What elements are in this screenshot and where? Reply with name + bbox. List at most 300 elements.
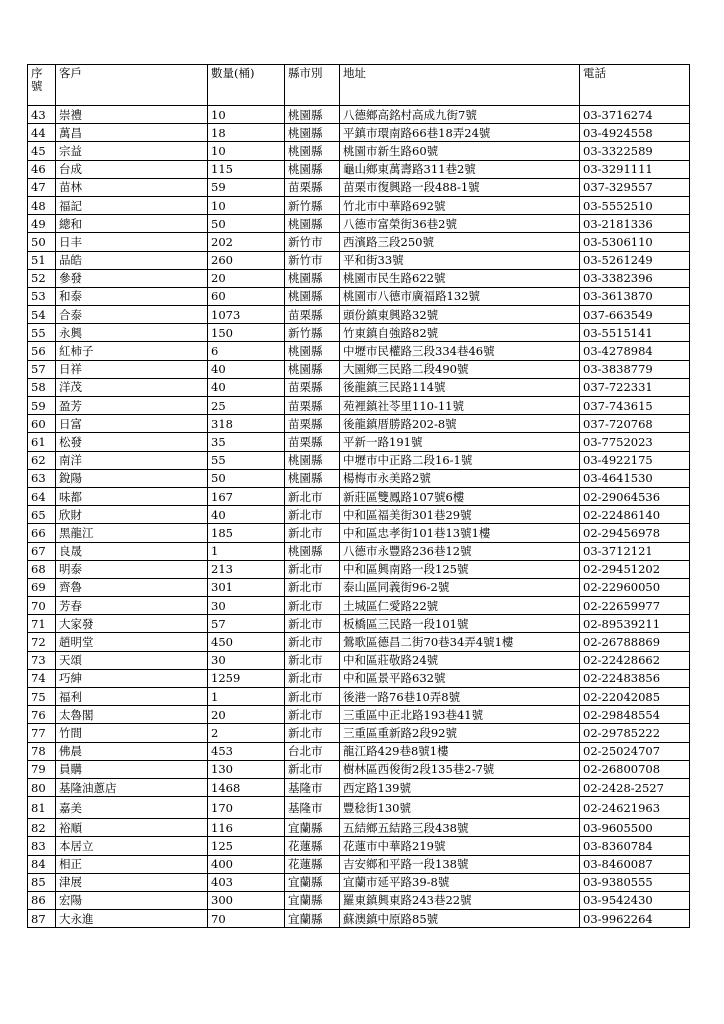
table-row	[28, 855, 690, 873]
cell-address: 楊梅市永美路2號	[340, 469, 580, 487]
cell-seq: 59	[28, 397, 56, 415]
cell-seq: 71	[28, 615, 56, 633]
cell-quantity: 30	[208, 597, 285, 615]
table-row	[28, 160, 690, 178]
cell-county: 新北市	[285, 706, 340, 724]
cell-phone: 02-29848554	[580, 706, 690, 724]
table-row	[28, 178, 690, 196]
cell-county: 新北市	[285, 633, 340, 651]
cell-phone: 02-22042085	[580, 688, 690, 706]
cell-county: 花蓮縣	[285, 837, 340, 855]
cell-quantity: 20	[208, 706, 285, 724]
cell-customer: 基隆油蔥店	[56, 778, 208, 796]
table-row	[28, 910, 690, 928]
cell-customer: 盈芳	[56, 397, 208, 415]
cell-customer: 福利	[56, 688, 208, 706]
cell-address: 八德市永豐路236巷12號	[340, 542, 580, 560]
cell-address: 土城區仁愛路22號	[340, 597, 580, 615]
table-row	[28, 487, 690, 505]
cell-seq: 80	[28, 778, 56, 796]
cell-quantity: 301	[208, 578, 285, 596]
header-address: 地址	[340, 65, 580, 106]
cell-county: 新北市	[285, 597, 340, 615]
table-row	[28, 724, 690, 742]
table-row	[28, 615, 690, 633]
cell-address: 龍江路429巷8號1樓	[340, 742, 580, 760]
cell-seq: 73	[28, 651, 56, 669]
cell-customer: 明泰	[56, 560, 208, 578]
cell-seq: 61	[28, 433, 56, 451]
cell-phone: 02-22428662	[580, 651, 690, 669]
cell-county: 新北市	[285, 651, 340, 669]
cell-county: 苗栗縣	[285, 306, 340, 324]
cell-county: 新北市	[285, 615, 340, 633]
cell-quantity: 300	[208, 891, 285, 909]
table-row	[28, 106, 690, 124]
cell-quantity: 60	[208, 287, 285, 305]
cell-customer: 太魯閣	[56, 706, 208, 724]
cell-county: 苗栗縣	[285, 178, 340, 196]
cell-customer: 紅柿子	[56, 342, 208, 360]
cell-address: 中壢市中正路二段16-1號	[340, 451, 580, 469]
cell-county: 宜蘭縣	[285, 891, 340, 909]
cell-phone: 037-743615	[580, 397, 690, 415]
cell-seq: 75	[28, 688, 56, 706]
cell-address: 中和區景平路632號	[340, 669, 580, 687]
cell-address: 桃園市八德市廣福路132號	[340, 287, 580, 305]
cell-county: 桃園縣	[285, 542, 340, 560]
cell-county: 新北市	[285, 524, 340, 542]
cell-phone: 03-3613870	[580, 287, 690, 305]
table-row	[28, 342, 690, 360]
cell-quantity: 59	[208, 178, 285, 196]
cell-seq: 67	[28, 542, 56, 560]
cell-county: 基隆市	[285, 778, 340, 796]
table-row	[28, 397, 690, 415]
customer-table	[27, 64, 690, 928]
cell-phone: 02-22659977	[580, 597, 690, 615]
cell-phone: 02-2428-2527	[580, 778, 690, 796]
cell-county: 桃園縣	[285, 215, 340, 233]
cell-customer: 嘉美	[56, 797, 208, 819]
cell-customer: 宏陽	[56, 891, 208, 909]
cell-county: 桃園縣	[285, 106, 340, 124]
cell-address: 中和區福美街301巷29號	[340, 506, 580, 524]
cell-county: 桃園縣	[285, 160, 340, 178]
cell-county: 新北市	[285, 724, 340, 742]
cell-phone: 03-3716274	[580, 106, 690, 124]
table-row	[28, 819, 690, 837]
table-row	[28, 524, 690, 542]
table-row	[28, 891, 690, 909]
cell-seq: 66	[28, 524, 56, 542]
cell-seq: 45	[28, 142, 56, 160]
cell-address: 板橋區三民路一段101號	[340, 615, 580, 633]
cell-phone: 03-7752023	[580, 433, 690, 451]
table-row	[28, 706, 690, 724]
cell-address: 苗栗市復興路一段488-1號	[340, 178, 580, 196]
cell-quantity: 40	[208, 506, 285, 524]
cell-quantity: 318	[208, 415, 285, 433]
cell-customer: 津展	[56, 873, 208, 891]
table-row	[28, 542, 690, 560]
cell-quantity: 10	[208, 106, 285, 124]
cell-customer: 佛晨	[56, 742, 208, 760]
cell-county: 桃園縣	[285, 360, 340, 378]
table-row	[28, 324, 690, 342]
cell-county: 苗栗縣	[285, 415, 340, 433]
cell-phone: 02-22483856	[580, 669, 690, 687]
cell-seq: 76	[28, 706, 56, 724]
cell-seq: 56	[28, 342, 56, 360]
cell-seq: 46	[28, 160, 56, 178]
cell-quantity: 10	[208, 196, 285, 214]
cell-customer: 福記	[56, 196, 208, 214]
cell-phone: 03-2181336	[580, 215, 690, 233]
cell-seq: 77	[28, 724, 56, 742]
cell-address: 後龍鎮厝勝路202-8號	[340, 415, 580, 433]
cell-address: 後龍鎮三民路114號	[340, 378, 580, 396]
cell-seq: 50	[28, 233, 56, 251]
cell-seq: 49	[28, 215, 56, 233]
cell-customer: 苗林	[56, 178, 208, 196]
cell-county: 宜蘭縣	[285, 819, 340, 837]
cell-quantity: 55	[208, 451, 285, 469]
cell-seq: 81	[28, 797, 56, 819]
cell-address: 平新一路191號	[340, 433, 580, 451]
cell-county: 桃園縣	[285, 287, 340, 305]
cell-address: 花蓮市中華路219號	[340, 837, 580, 855]
cell-customer: 萬昌	[56, 124, 208, 142]
cell-county: 桃園縣	[285, 451, 340, 469]
cell-seq: 65	[28, 506, 56, 524]
cell-county: 新北市	[285, 760, 340, 778]
table-header-row	[28, 65, 690, 106]
cell-quantity: 40	[208, 378, 285, 396]
cell-address: 中和區忠孝街101巷13號1樓	[340, 524, 580, 542]
cell-phone: 03-5552510	[580, 196, 690, 214]
cell-seq: 54	[28, 306, 56, 324]
header-phone: 電話	[580, 65, 690, 106]
cell-seq: 86	[28, 891, 56, 909]
cell-address: 鶯歌區德昌二街70巷34弄4號1樓	[340, 633, 580, 651]
cell-quantity: 10	[208, 142, 285, 160]
cell-customer: 品皓	[56, 251, 208, 269]
table-row	[28, 837, 690, 855]
table-row	[28, 269, 690, 287]
cell-phone: 03-3322589	[580, 142, 690, 160]
cell-phone: 03-8460087	[580, 855, 690, 873]
cell-phone: 037-720768	[580, 415, 690, 433]
cell-phone: 03-5261249	[580, 251, 690, 269]
cell-quantity: 1	[208, 542, 285, 560]
cell-address: 羅東鎮興東路243巷22號	[340, 891, 580, 909]
cell-quantity: 1	[208, 688, 285, 706]
cell-customer: 台成	[56, 160, 208, 178]
cell-customer: 南洋	[56, 451, 208, 469]
cell-customer: 員購	[56, 760, 208, 778]
cell-phone: 02-29456978	[580, 524, 690, 542]
cell-quantity: 150	[208, 324, 285, 342]
table-row	[28, 378, 690, 396]
cell-customer: 相正	[56, 855, 208, 873]
cell-seq: 70	[28, 597, 56, 615]
cell-address: 平和街33號	[340, 251, 580, 269]
cell-seq: 84	[28, 855, 56, 873]
cell-quantity: 25	[208, 397, 285, 415]
cell-quantity: 400	[208, 855, 285, 873]
table-row	[28, 669, 690, 687]
cell-county: 新北市	[285, 506, 340, 524]
cell-customer: 合泰	[56, 306, 208, 324]
cell-quantity: 202	[208, 233, 285, 251]
table-row	[28, 306, 690, 324]
cell-customer: 松發	[56, 433, 208, 451]
table-row	[28, 433, 690, 451]
cell-seq: 69	[28, 578, 56, 596]
cell-address: 泰山區同義街96-2號	[340, 578, 580, 596]
cell-customer: 裕順	[56, 819, 208, 837]
cell-phone: 02-26788869	[580, 633, 690, 651]
header-quantity: 數量(桶)	[208, 65, 285, 106]
cell-customer: 日祥	[56, 360, 208, 378]
cell-county: 苗栗縣	[285, 433, 340, 451]
cell-county: 新北市	[285, 669, 340, 687]
cell-quantity: 70	[208, 910, 285, 928]
cell-phone: 02-89539211	[580, 615, 690, 633]
cell-phone: 037-722331	[580, 378, 690, 396]
cell-county: 新竹市	[285, 251, 340, 269]
cell-quantity: 450	[208, 633, 285, 651]
cell-phone: 03-4922175	[580, 451, 690, 469]
cell-quantity: 1073	[208, 306, 285, 324]
table-row	[28, 415, 690, 433]
cell-quantity: 116	[208, 819, 285, 837]
cell-county: 苗栗縣	[285, 378, 340, 396]
cell-county: 桃園縣	[285, 142, 340, 160]
table-row	[28, 760, 690, 778]
cell-seq: 52	[28, 269, 56, 287]
cell-phone: 03-9962264	[580, 910, 690, 928]
cell-phone: 03-9542430	[580, 891, 690, 909]
cell-county: 苗栗縣	[285, 397, 340, 415]
cell-phone: 02-25024707	[580, 742, 690, 760]
cell-phone: 03-3382396	[580, 269, 690, 287]
cell-phone: 03-9380555	[580, 873, 690, 891]
cell-county: 桃園縣	[285, 269, 340, 287]
cell-quantity: 1259	[208, 669, 285, 687]
cell-customer: 永興	[56, 324, 208, 342]
cell-customer: 芳春	[56, 597, 208, 615]
cell-address: 龜山鄉東萬壽路311巷2號	[340, 160, 580, 178]
cell-county: 新北市	[285, 688, 340, 706]
cell-seq: 58	[28, 378, 56, 396]
cell-customer: 良晟	[56, 542, 208, 560]
cell-seq: 87	[28, 910, 56, 928]
cell-phone: 02-24621963	[580, 797, 690, 819]
cell-quantity: 1468	[208, 778, 285, 796]
cell-phone: 02-29451202	[580, 560, 690, 578]
cell-quantity: 2	[208, 724, 285, 742]
header-seq: 序號	[28, 65, 56, 106]
cell-customer: 欣財	[56, 506, 208, 524]
cell-address: 苑裡鎮社苓里110-11號	[340, 397, 580, 415]
cell-county: 宜蘭縣	[285, 910, 340, 928]
cell-address: 平鎮市環南路66巷18弄24號	[340, 124, 580, 142]
cell-address: 樹林區西俊街2段135巷2-7號	[340, 760, 580, 778]
cell-county: 台北市	[285, 742, 340, 760]
cell-county: 新北市	[285, 578, 340, 596]
cell-county: 基隆市	[285, 797, 340, 819]
cell-address: 竹北市中華路692號	[340, 196, 580, 214]
cell-seq: 47	[28, 178, 56, 196]
cell-seq: 82	[28, 819, 56, 837]
header-customer: 客戶	[56, 65, 208, 106]
cell-seq: 64	[28, 487, 56, 505]
cell-phone: 037-329557	[580, 178, 690, 196]
header-county: 縣市別	[285, 65, 340, 106]
cell-customer: 總和	[56, 215, 208, 233]
cell-address: 八德鄉高銘村高成九街7號	[340, 106, 580, 124]
table-row	[28, 651, 690, 669]
cell-quantity: 260	[208, 251, 285, 269]
table-row	[28, 742, 690, 760]
cell-quantity: 50	[208, 469, 285, 487]
table-row	[28, 233, 690, 251]
cell-quantity: 125	[208, 837, 285, 855]
cell-phone: 02-22486140	[580, 506, 690, 524]
cell-address: 三重區中正北路193巷41號	[340, 706, 580, 724]
cell-quantity: 30	[208, 651, 285, 669]
table-row	[28, 251, 690, 269]
cell-customer: 竹間	[56, 724, 208, 742]
cell-customer: 趙明堂	[56, 633, 208, 651]
cell-address: 三重區重新路2段92號	[340, 724, 580, 742]
cell-customer: 參發	[56, 269, 208, 287]
cell-quantity: 6	[208, 342, 285, 360]
cell-address: 新莊區雙鳳路107號6樓	[340, 487, 580, 505]
cell-phone: 03-4641530	[580, 469, 690, 487]
table-row	[28, 560, 690, 578]
cell-customer: 日富	[56, 415, 208, 433]
cell-quantity: 167	[208, 487, 285, 505]
cell-seq: 72	[28, 633, 56, 651]
table-row	[28, 124, 690, 142]
cell-county: 花蓮縣	[285, 855, 340, 873]
cell-quantity: 57	[208, 615, 285, 633]
cell-quantity: 20	[208, 269, 285, 287]
cell-seq: 79	[28, 760, 56, 778]
cell-address: 中壢市民權路三段334巷46號	[340, 342, 580, 360]
cell-address: 後港一路76巷10弄8號	[340, 688, 580, 706]
cell-customer: 黑龍江	[56, 524, 208, 542]
cell-address: 蘇澳鎮中原路85號	[340, 910, 580, 928]
cell-address: 西濱路三段250號	[340, 233, 580, 251]
cell-customer: 大家發	[56, 615, 208, 633]
cell-phone: 02-26800708	[580, 760, 690, 778]
cell-address: 頭份鎮東興路32號	[340, 306, 580, 324]
cell-customer: 本居立	[56, 837, 208, 855]
cell-customer: 日丰	[56, 233, 208, 251]
table-row	[28, 451, 690, 469]
cell-customer: 巧紳	[56, 669, 208, 687]
cell-address: 豐稔街130號	[340, 797, 580, 819]
cell-seq: 43	[28, 106, 56, 124]
cell-address: 大園鄉三民路二段490號	[340, 360, 580, 378]
cell-seq: 62	[28, 451, 56, 469]
cell-quantity: 453	[208, 742, 285, 760]
cell-phone: 02-29785222	[580, 724, 690, 742]
cell-address: 五結鄉五結路三段438號	[340, 819, 580, 837]
cell-seq: 44	[28, 124, 56, 142]
table-row	[28, 196, 690, 214]
cell-customer: 齊魯	[56, 578, 208, 596]
cell-quantity: 170	[208, 797, 285, 819]
cell-seq: 60	[28, 415, 56, 433]
cell-quantity: 213	[208, 560, 285, 578]
cell-seq: 85	[28, 873, 56, 891]
table-body	[28, 106, 690, 928]
cell-seq: 68	[28, 560, 56, 578]
table-row	[28, 873, 690, 891]
cell-customer: 和泰	[56, 287, 208, 305]
cell-seq: 48	[28, 196, 56, 214]
cell-address: 桃園市民生路622號	[340, 269, 580, 287]
customer-table-sheet	[27, 64, 690, 928]
cell-address: 西定路139號	[340, 778, 580, 796]
cell-seq: 74	[28, 669, 56, 687]
cell-phone: 03-5306110	[580, 233, 690, 251]
cell-county: 新竹縣	[285, 324, 340, 342]
cell-seq: 51	[28, 251, 56, 269]
cell-county: 新北市	[285, 560, 340, 578]
cell-seq: 83	[28, 837, 56, 855]
cell-seq: 53	[28, 287, 56, 305]
table-row	[28, 360, 690, 378]
table-row	[28, 506, 690, 524]
cell-quantity: 40	[208, 360, 285, 378]
cell-quantity: 130	[208, 760, 285, 778]
cell-phone: 03-5515141	[580, 324, 690, 342]
table-row	[28, 215, 690, 233]
cell-customer: 味都	[56, 487, 208, 505]
cell-phone: 03-3291111	[580, 160, 690, 178]
cell-customer: 洋茂	[56, 378, 208, 396]
table-row	[28, 778, 690, 796]
cell-customer: 大永進	[56, 910, 208, 928]
cell-phone: 03-3838779	[580, 360, 690, 378]
cell-phone: 03-8360784	[580, 837, 690, 855]
cell-quantity: 403	[208, 873, 285, 891]
cell-quantity: 18	[208, 124, 285, 142]
table-row	[28, 142, 690, 160]
cell-phone: 03-9605500	[580, 819, 690, 837]
table-row	[28, 287, 690, 305]
cell-phone: 02-22960050	[580, 578, 690, 596]
cell-seq: 55	[28, 324, 56, 342]
cell-customer: 宗益	[56, 142, 208, 160]
cell-seq: 78	[28, 742, 56, 760]
table-row	[28, 688, 690, 706]
cell-customer: 天頌	[56, 651, 208, 669]
cell-phone: 02-29064536	[580, 487, 690, 505]
cell-address: 桃園市新生路60號	[340, 142, 580, 160]
cell-seq: 57	[28, 360, 56, 378]
table-row	[28, 597, 690, 615]
table-row	[28, 469, 690, 487]
cell-county: 桃園縣	[285, 342, 340, 360]
cell-phone: 037-663549	[580, 306, 690, 324]
